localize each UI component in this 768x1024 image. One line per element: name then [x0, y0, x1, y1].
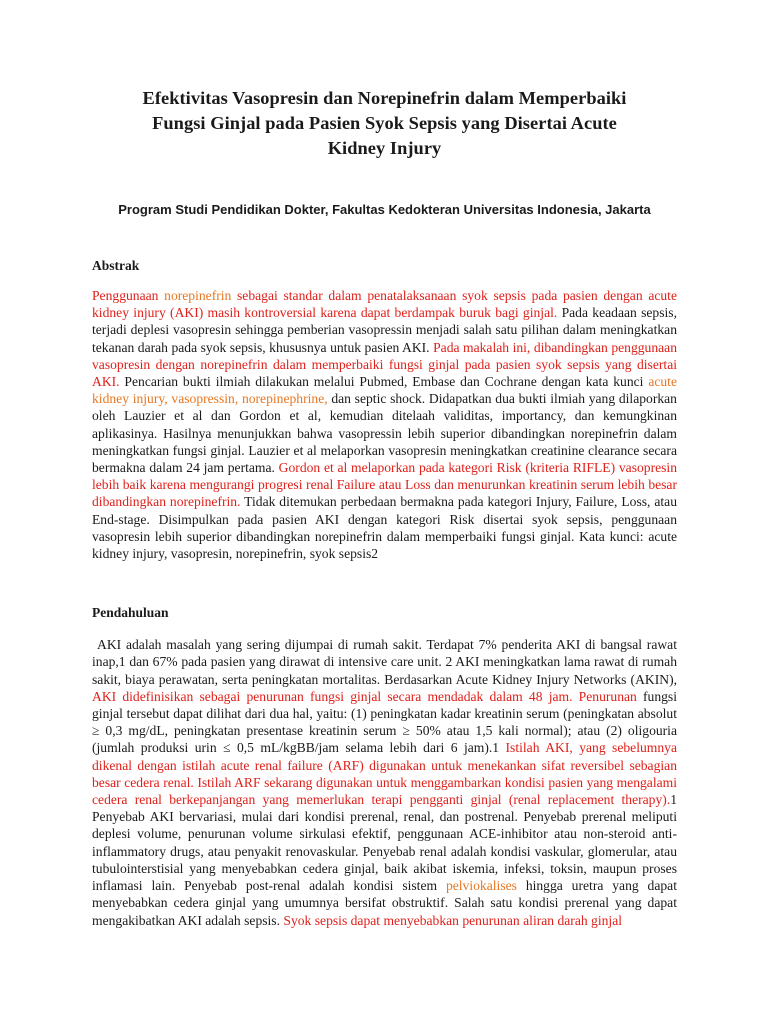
- title-line-3: Kidney Injury: [327, 138, 442, 158]
- title-line-2: Fungsi Ginjal pada Pasien Syok Sepsis yang Disertai Acute: [152, 113, 617, 133]
- text-segment-red: Penggunaan: [92, 288, 165, 303]
- abstract-paragraph: [92, 287, 677, 562]
- text-segment-red: AKI didefinisikan sebagai penurunan fungsi ginjal secara mendadak dalam 48 jam. Penurunan: [92, 688, 637, 704]
- text-segment-normal: hingga uretra yang dapat menyebabkan cedera ginjal yang umumnya bersifat obstruktif. Salah satu kondisi prerenal yang dapat mengakibatkan AKI adalah sepsis.: [92, 878, 677, 928]
- text-segment-normal: fungsi ginjal tersebut dapat dilihat dari dua hal, yaitu: (1) peningkatan kadar kreatinin serum (peningkatan absolut ≥ 0,3 mg/dL, peningkatan presentase kreatinin serum ≥ 50% atau 1,5 kali normal); atau (2) oligouria (jumlah produksi urin ≤ 0,5 mL/kgBB/jam selama lebih dari 6 jam).1: [92, 688, 677, 756]
- text-segment-red: Pada makalah ini, dibandingkan penggunaan vasopresin dengan norepinefrin dalam memperbaiki fungsi ginjal pada pasien syok sepsis yang disertai AKI.: [92, 339, 677, 390]
- affiliation: Program Studi Pendidikan Dokter, Fakultas Kedokteran Universitas Indonesia, Jakarta: [118, 202, 651, 217]
- text-segment-normal: 1 Penyebab AKI bervariasi, mulai dari kondisi prerenal, renal, dan postrenal. Penyebab prerenal meliputi deplesi volume, penurunan volume sirkulasi efektif, penggunaan ACE-inhibitor atau non-steroid anti-inflammatory drugs, atau penyakit renovaskular. Penyebab renal adalah kondisi vaskular, glomerular, atau tubulointerstisial yang menyebabkan cedera ginjal, baik akibat iskemia, infeksi, toksin, maupun proses inflamasi lain. Penyebab post-renal adalah kondisi sistem: [92, 792, 677, 894]
- text-segment-red: Syok sepsis dapat menyebabkan penurunan aliran darah ginjal: [283, 912, 623, 928]
- text-segment-red: sebagai standar dalam penatalaksanaan syok sepsis pada pasien dengan acute kidney injury (AKI) masih kontroversial karena dapat berdampak buruk bagi ginjal.: [92, 288, 677, 321]
- text-segment-normal: Pencarian bukti ilmiah dilakukan melalui Pubmed, Embase dan Cochrane dengan kata kunci: [119, 374, 649, 390]
- introduction-heading: Pendahuluan: [92, 605, 169, 621]
- title-line-1: Efektivitas Vasopresin dan Norepinefrin dalam Memperbaiki: [142, 88, 627, 108]
- document-title: [92, 86, 677, 161]
- text-segment-red: Istilah AKI, yang sebelumnya dikenal dengan istilah acute renal failure (ARF) digunakan untuk menekankan sifat reversibel sebagian besar cedera renal. Istilah ARF sekarang digunakan untuk menggambarkan kondisi pasien yang mengalami cedera renal berkepanjangan yang memerlukan terapi pengganti ginjal (renal replacement therapy).: [92, 740, 677, 808]
- text-segment-orange: norepinefrin: [164, 288, 232, 303]
- text-segment-normal: Tidak ditemukan perbedaan bermakna pada kategori Injury, Failure, Loss, atau End-stage. Disimpulkan pada pasien AKI dengan kategori Risk disertai syok sepsis, penggunaan vasopresin lebih superior dibandingkan norepinefrin dalam memperbaiki fungsi ginjal. Kata kunci: acute kidney injury, vasopresin, norepinefrin, syok sepsis2: [92, 494, 677, 562]
- introduction-paragraph: [92, 636, 677, 928]
- text-segment-normal: dan septic shock. Didapatkan dua bukti ilmiah yang dilaporkan oleh Lauzier et al dan Gordon et al, kemudian ditelaah validitas, importancy, dan kemungkinan aplikasinya. Hasilnya menunjukkan bahwa vasopressin lebih superior dibandingkan norepinefrin dalam meningkatkan fungsi ginjal. Lauzier et al melaporkan vasopresin meningkatkan creatinine clearance secara bermakna dalam 24 jam pertama.: [92, 391, 677, 476]
- text-segment-orange: acute kidney injury, vasopressin, norepinephrine,: [92, 374, 677, 407]
- text-segment-orange: pelviokalises: [445, 878, 517, 894]
- text-segment-red: Gordon et al melaporkan pada kategori Risk (kriteria RIFLE) vasopresin lebih baik karena mengurangi progresi renal Failure atau Loss dan menurunkan kreatinin serum lebih besar dibandingkan norepinefrin.: [92, 460, 677, 510]
- text-segment-normal: Pada keadaan sepsis, terjadi deplesi vasopresin sehingga pemberian vasopressin menjadi salah satu pilihan dalam meningkatkan tekanan darah pada syok sepsis, khususnya untuk pasien AKI.: [92, 305, 677, 355]
- text-segment-normal: AKI adalah masalah yang sering dijumpai di rumah sakit. Terdapat 7% penderita AKI di bangsal rawat inap,1 dan 67% pada pasien yang dirawat di intensive care unit. 2 AKI meningkatkan lama rawat di rumah sakit, biaya perawatan, serta peningkatan mortalitas. Berdasarkan Acute Kidney Injury Networks (AKIN),: [92, 637, 677, 687]
- abstract-heading: Abstrak: [92, 258, 140, 273]
